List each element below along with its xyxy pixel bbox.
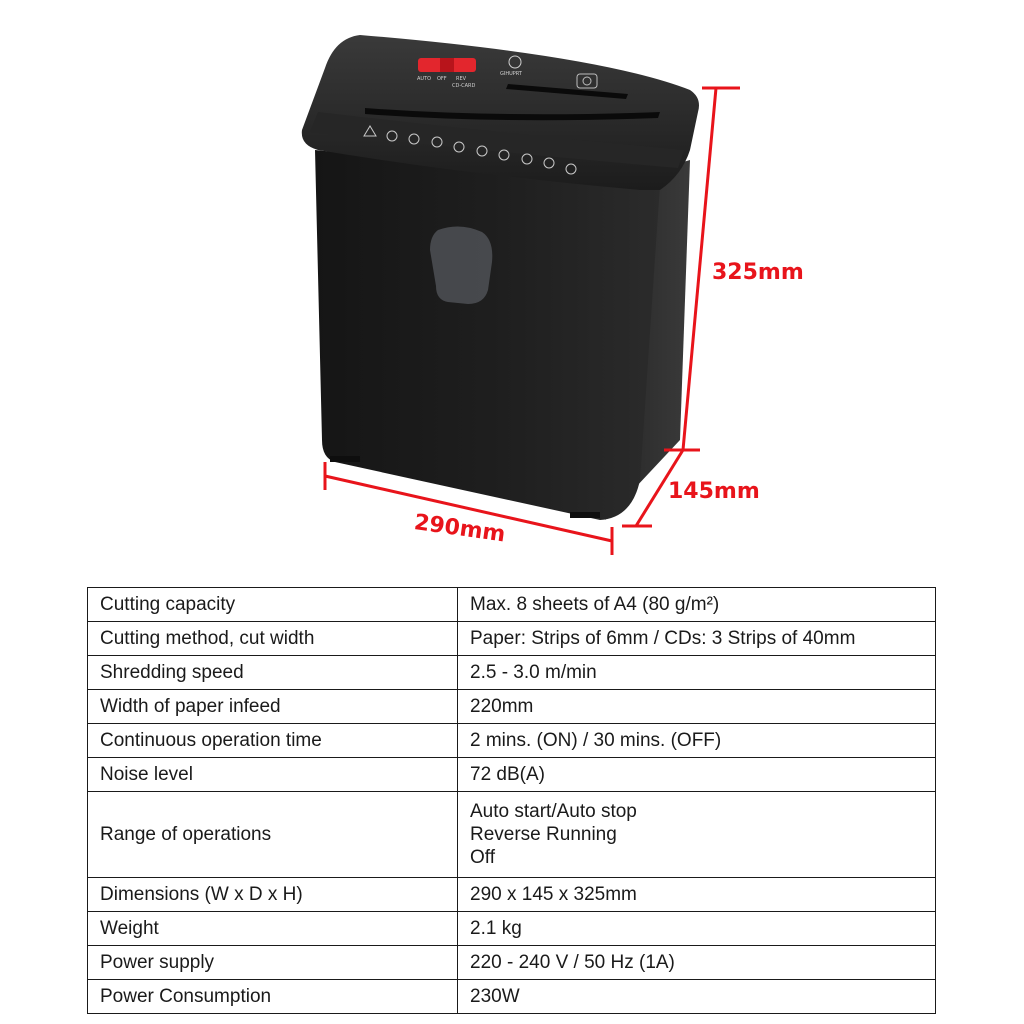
depth-dimension-label: 145mm — [668, 479, 760, 504]
spec-value: Reverse Running — [470, 824, 617, 845]
spec-label: Cutting capacity — [88, 588, 458, 622]
spec-value: 220mm — [458, 690, 936, 724]
spec-value: 2.5 - 3.0 m/min — [458, 656, 936, 690]
spec-label: Continuous operation time — [88, 724, 458, 758]
spec-label: Width of paper infeed — [88, 690, 458, 724]
table-row — [88, 588, 936, 622]
table-row — [88, 724, 936, 758]
mode-switch-knob — [440, 58, 454, 72]
spec-label: Cutting method, cut width — [88, 622, 458, 656]
spec-value: 230W — [458, 980, 936, 1014]
spec-label: Weight — [88, 912, 458, 946]
table-row — [88, 878, 936, 912]
shredder-foot — [570, 512, 600, 518]
spec-value: Off — [470, 847, 495, 868]
spec-label: Power Consumption — [88, 980, 458, 1014]
table-row — [88, 656, 936, 690]
switch-label-auto: AUTO — [417, 76, 432, 82]
spec-label: Range of operations — [88, 792, 458, 878]
spec-value: Paper: Strips of 6mm / CDs: 3 Strips of 40mm — [458, 622, 936, 656]
shredder-foot — [330, 456, 360, 462]
switch-label-cd-card: CD-CARD — [452, 83, 476, 89]
table-row — [88, 912, 936, 946]
switch-label-off: OFF — [437, 76, 447, 82]
spec-value: Auto start/Auto stop — [470, 801, 637, 822]
height-dimension-label: 325mm — [712, 260, 804, 285]
spec-value-list — [458, 792, 936, 878]
table-row — [88, 758, 936, 792]
spec-value: 290 x 145 x 325mm — [458, 878, 936, 912]
spec-table — [87, 587, 936, 1014]
width-dimension-label: 290mm — [412, 510, 507, 548]
spec-label: Shredding speed — [88, 656, 458, 690]
spec-value: 220 - 240 V / 50 Hz (1A) — [458, 946, 936, 980]
table-row — [88, 792, 936, 878]
spec-value: 72 dB(A) — [458, 758, 936, 792]
bin-window — [430, 226, 492, 304]
spec-value: 2.1 kg — [458, 912, 936, 946]
switch-label-rev: REV — [456, 76, 467, 82]
table-row — [88, 690, 936, 724]
spec-value: 2 mins. (ON) / 30 mins. (OFF) — [458, 724, 936, 758]
shredder-image — [302, 35, 699, 520]
shredder-bin — [315, 150, 660, 520]
table-row — [88, 980, 936, 1014]
brand-name: GIHUPRT — [500, 71, 522, 77]
spec-label: Dimensions (W x D x H) — [88, 878, 458, 912]
table-row — [88, 622, 936, 656]
spec-label: Power supply — [88, 946, 458, 980]
spec-value: Max. 8 sheets of A4 (80 g/m²) — [458, 588, 936, 622]
table-row — [88, 946, 936, 980]
spec-label: Noise level — [88, 758, 458, 792]
